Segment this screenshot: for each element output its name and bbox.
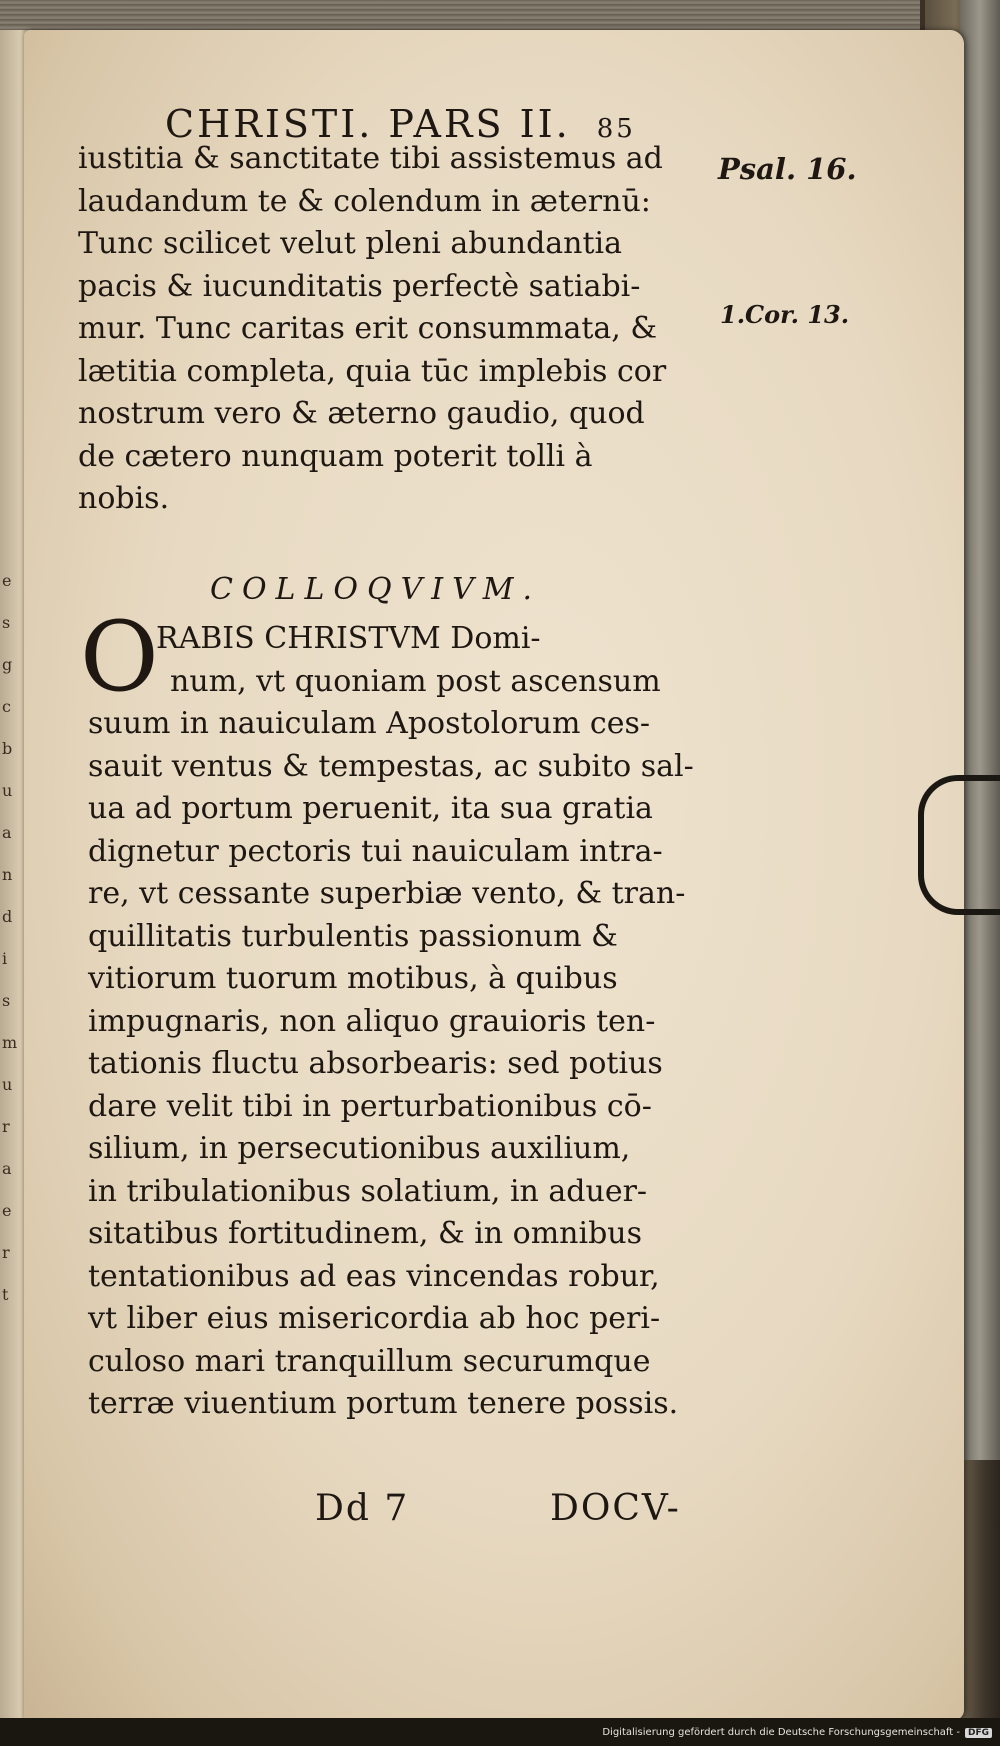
text-line: ua ad portum peruenit, ita sua gratia (88, 791, 653, 826)
paragraph-2 (88, 618, 718, 1426)
text-line: culoso mari tranquillum securumque (88, 1343, 651, 1379)
text-line: laudandum te & colendum in æternū: (78, 183, 651, 219)
catchword: DOCV- (550, 1488, 681, 1529)
text-line: tationis fluctu absorbearis: sed potius (88, 1046, 663, 1081)
book-spine-right (960, 0, 1000, 1460)
text-line: silium, in persecutionibus auxilium, (88, 1131, 631, 1166)
digitization-credit (602, 1727, 992, 1738)
section-heading: COLLOQVIVM. (210, 572, 542, 607)
text-line: lætitia completa, quia tūc implebis cor (78, 353, 667, 389)
text-line: iustitia & sanctitate tibi assistemus ad (78, 141, 663, 176)
paragraph-1 (78, 138, 708, 521)
margin-note-psalm: Psal. 16. (718, 152, 857, 186)
text-line: terræ viuentium portum tenere possis. (88, 1386, 679, 1421)
margin-note-corinthians: 1.Cor. 13. (720, 300, 850, 329)
signature-mark: Dd 7 (315, 1488, 410, 1529)
text-line: quillitatis turbulentis passionum & (88, 918, 618, 954)
text-line: nobis. (78, 481, 170, 516)
text-line: num, vt quoniam post ascensum (170, 663, 661, 699)
text-line: dignetur pectoris tui nauiculam intra- (88, 833, 663, 869)
text-line: vt liber eius misericordia ab hoc peri- (88, 1301, 661, 1336)
text-line: RABIS CHRISTVM Domi- (156, 621, 541, 656)
text-line: dare velit tibi in perturbationibus cō- (88, 1088, 652, 1124)
facing-page-fragments: e s g c b u a n d i s m u r a e r t (2, 571, 18, 1304)
dfg-logo: DFG (965, 1728, 992, 1738)
text-line: in tribulationibus solatium, in aduer- (88, 1173, 648, 1209)
text-line: vitiorum tuorum motibus, à quibus (88, 961, 618, 996)
text-line: nostrum vero & æterno gaudio, quod (78, 396, 645, 431)
text-line: mur. Tunc caritas erit consummata, & (78, 311, 658, 346)
text-line: Tunc scilicet velut pleni abundantia (78, 226, 623, 261)
credit-text: Digitalisierung gefördert durch die Deutsche Forschungsgemeinschaft - (602, 1727, 960, 1738)
text-line: pacis & iucunditatis perfectè satiabi- (78, 268, 641, 304)
text-line: tentationibus ad eas vincendas robur, (88, 1258, 660, 1294)
text-line: sitatibus fortitudinem, & in omnibus (88, 1216, 643, 1251)
page-number: 85 (596, 114, 636, 144)
text-line: sauit ventus & tempestas, ac subito sal- (88, 748, 694, 784)
text-line: impugnaris, non aliquo grauioris ten- (88, 1003, 656, 1039)
drop-cap: O (80, 601, 159, 713)
book-top-edge (0, 0, 920, 34)
text-line: suum in nauiculam Apostolorum ces- (88, 706, 651, 741)
book-clasp (918, 775, 1000, 915)
running-title: CHRISTI. PARS II. (165, 102, 571, 146)
text-line: re, vt cessante superbiæ vento, & tran- (88, 876, 686, 911)
text-line: de cætero nunquam poterit tolli à (78, 438, 593, 474)
